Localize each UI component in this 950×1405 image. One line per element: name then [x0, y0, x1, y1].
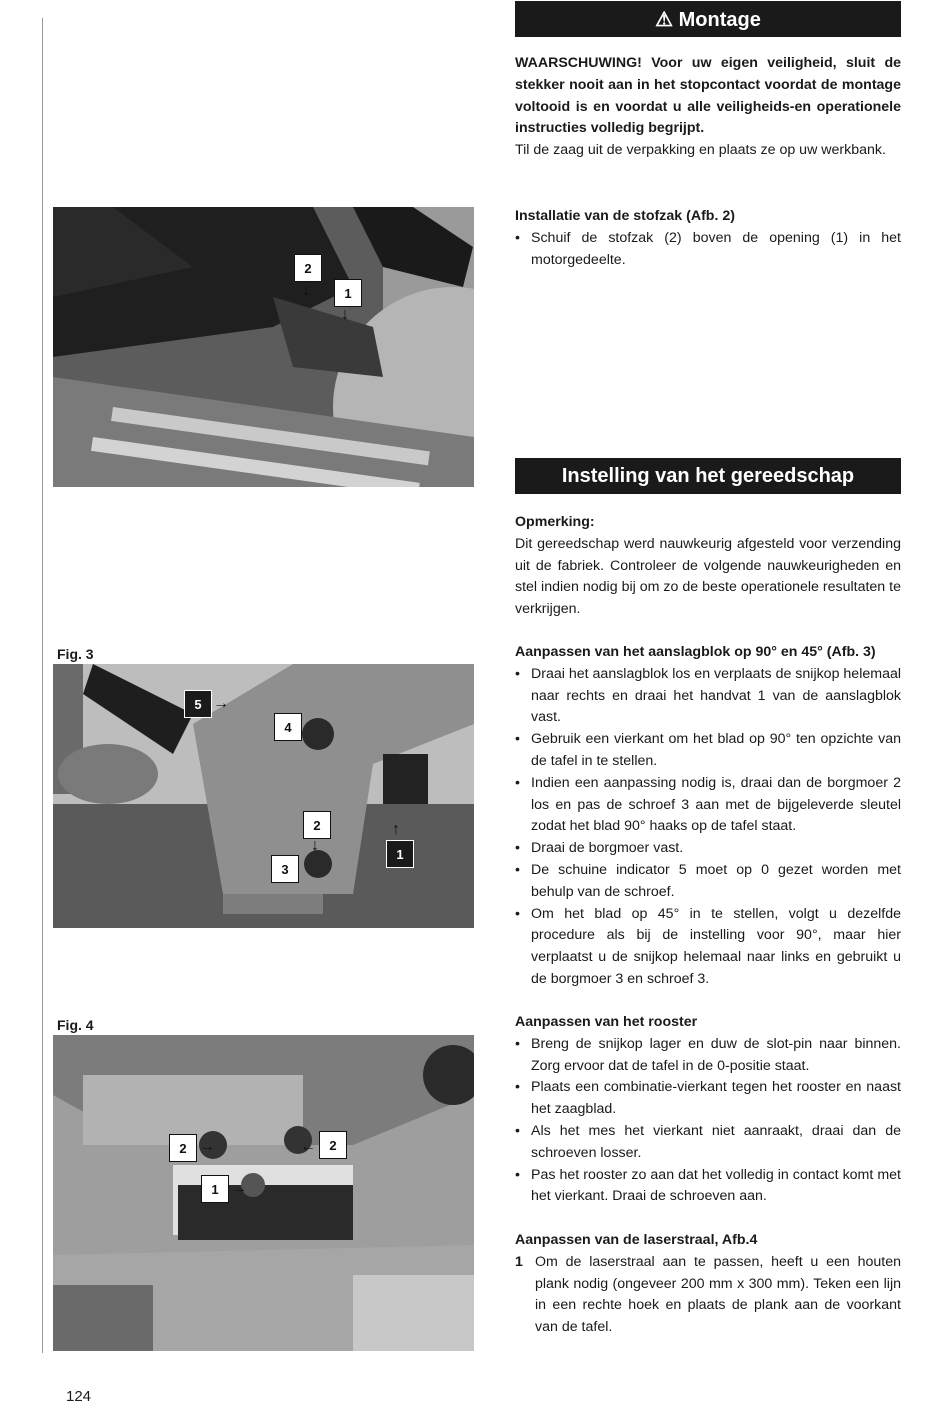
fig3-callout: 2 [303, 811, 331, 839]
list-item: • Als het mes het vierkant niet aanraakt, draai dan de schroeven losser. [515, 1121, 901, 1165]
page-number: 124 [66, 1388, 92, 1405]
down-arrow-icon: ↓ [311, 837, 319, 854]
fig4-callout: 2 [319, 1131, 347, 1159]
list-item: • Schuif de stofzak (2) boven de opening (1) in het motorgedeelte. [515, 228, 901, 272]
up-arrow-icon: ↑ [392, 821, 400, 838]
dust-bag-section [515, 206, 901, 271]
step-number: 1 [515, 1253, 523, 1270]
intro-text: Til de zaag uit de verpakking en plaats ze op uw werkbank. [515, 142, 886, 159]
fig2-illustration [53, 207, 474, 487]
list-item: • Draai de borgmoer vast. [515, 838, 901, 860]
fig4-callout: 2 [169, 1134, 197, 1162]
right-arrow-icon: → [199, 1138, 215, 1155]
laser-section [515, 1230, 901, 1339]
fig2-photo [53, 207, 474, 487]
list-item: • Om het blad op 45° in te stellen, volgt u dezelfde procedure als bij de instelling voor 90°, maar hier verplaatst u de snijkop helemaal naar links en gebruikt u de borgmoer 3 en schroef 3. [515, 904, 901, 991]
margin-rule [42, 18, 43, 1353]
stop-block-list [515, 664, 901, 991]
fig4-photo [53, 1035, 474, 1351]
fig3-callout: 3 [271, 855, 299, 883]
montage-section [515, 53, 901, 162]
step-text: Om de laserstraal aan te passen, heeft u een houten plank nodig (ongeveer 200 mm x 300 mm). Teken een lijn in een rechte hoek en plaats de plank aan de voorkant van de tafel. [535, 1253, 901, 1336]
fig3-callout: 1 [386, 840, 414, 868]
list-item: • Pas het rooster zo aan dat het volledig in contact komt met het vierkant. Draai de schroeven aan. [515, 1165, 901, 1209]
fig3-label: Fig. 3 [57, 646, 94, 662]
left-arrow-icon: ← [300, 1138, 316, 1155]
list-item: • Draai het aanslagblok los en verplaats de snijkop helemaal naar rechts en draai het handvat 1 van de aanslagblok vast. [515, 664, 901, 729]
list-item: • De schuine indicator 5 moet op 0 gezet worden met behulp van de schroef. [515, 860, 901, 904]
note-text: Dit gereedschap werd nauwkeurig afgesteld voor verzending uit de fabriek. Controleer de volgende nauwkeurigheden en stel indien nodig bij om zo de beste operationele resultaten te verkrijgen. [515, 535, 901, 618]
warning-text: WAARSCHUWING! Voor uw eigen veiligheid, sluit de stekker nooit aan in het stopcontact voordat de montage voltooid is en voordat u alle veiligheids-en operationele instructies volledig begrijpt. [515, 55, 901, 137]
dust-bag-title: Installatie van de stofzak (Afb. 2) [515, 208, 735, 224]
fig3-callout: 4 [274, 713, 302, 741]
grid-title: Aanpassen van het rooster [515, 1014, 698, 1030]
right-arrow-icon: → [231, 1180, 247, 1197]
list-item: • Plaats een combinatie-vierkant tegen het rooster en naast het zaagblad. [515, 1077, 901, 1121]
laser-step [515, 1252, 901, 1339]
grid-list [515, 1034, 901, 1208]
stop-block-section [515, 642, 901, 991]
fig4-callout: 1 [201, 1175, 229, 1203]
section-heading-setup: Instelling van het gereedschap [515, 458, 901, 494]
down-arrow-icon: ↓ [302, 282, 310, 299]
list-item: • Indien een aanpassing nodig is, draai dan de borgmoer 2 los en pas de schroef 3 aan met de bijgeleverde sleutel zodat het blad 90° haaks op de tafel staat. [515, 773, 901, 838]
note-section [515, 512, 901, 621]
list-item: • Breng de snijkop lager en duw de slot-pin naar binnen. Zorg ervoor dat de tafel in de 0-positie staat. [515, 1034, 901, 1078]
stop-block-title: Aanpassen van het aanslagblok op 90° en 45° (Afb. 3) [515, 644, 876, 660]
down-arrow-icon: ↓ [341, 306, 349, 323]
note-title: Opmerking: [515, 514, 595, 530]
laser-title: Aanpassen van de laserstraal, Afb.4 [515, 1232, 758, 1248]
right-arrow-icon: → [213, 695, 229, 712]
fig3-illustration [53, 664, 474, 928]
fig2-callout: 2 [294, 254, 322, 282]
grid-section [515, 1012, 901, 1208]
fig3-photo [53, 664, 474, 928]
fig4-label: Fig. 4 [57, 1017, 94, 1033]
dust-bag-list [515, 228, 901, 272]
fig2-callout: 1 [334, 279, 362, 307]
list-item: • Gebruik een vierkant om het blad op 90° ten opzichte van de tafel in te stellen. [515, 729, 901, 773]
fig3-callout: 5 [184, 690, 212, 718]
section-heading-montage: ⚠ Montage [515, 1, 901, 37]
fig4-illustration [53, 1035, 474, 1351]
